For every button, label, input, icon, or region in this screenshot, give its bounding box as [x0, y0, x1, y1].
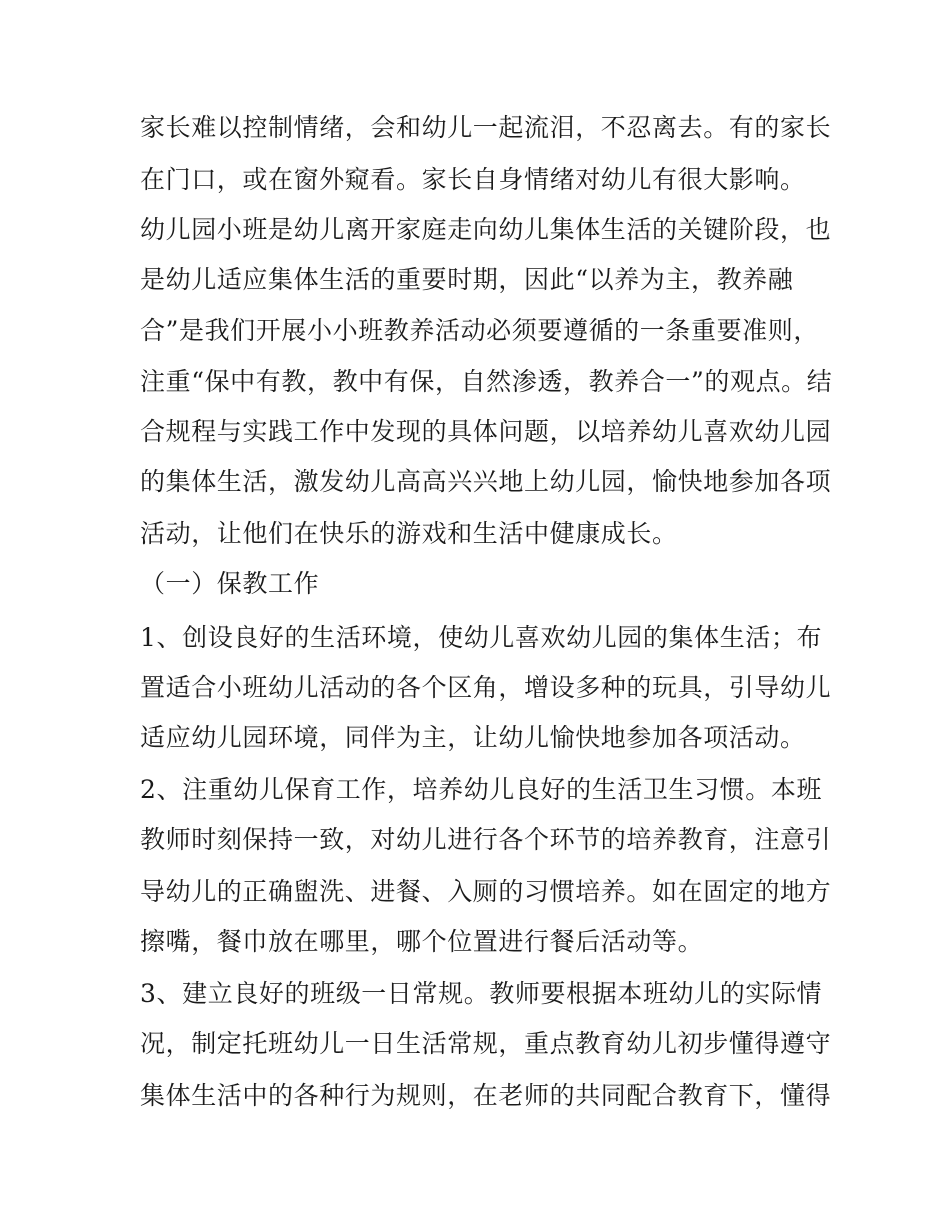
text-line: 适应幼儿园环境，同伴为主，让幼儿愉快地参加各项活动。 — [140, 723, 806, 752]
text-line: 集体生活中的各种行为规则，在老师的共同配合教育下，懂得 — [140, 1081, 832, 1110]
text-line: 注重“保中有教，教中有保，自然渗透，教养合一”的观点。结 — [140, 367, 833, 396]
text-line: 活动，让他们在快乐的游戏和生活中健康成长。 — [140, 519, 678, 548]
text-line: 在门口，或在窗外窥看。家长自身情绪对幼儿有很大影响。 — [140, 165, 806, 194]
text-line: 擦嘴，餐巾放在哪里，哪个位置进行餐后活动等。 — [140, 927, 704, 956]
text-line: 况，制定托班幼儿一日生活常规，重点教育幼儿初步懂得遵守 — [140, 1029, 832, 1058]
text-line: 3、建立良好的班级一日常规。教师要根据本班幼儿的实际情 — [140, 979, 823, 1008]
text-line: 2、注重幼儿保育工作，培养幼儿良好的生活卫生习惯。本班 — [140, 775, 823, 804]
text-line: 教师时刻保持一致，对幼儿进行各个环节的培养教育，注意引 — [140, 825, 832, 854]
text-line: 幼儿园小班是幼儿离开家庭走向幼儿集体生活的关键阶段，也 — [140, 215, 832, 244]
text-line: 导幼儿的正确盥洗、进餐、入厕的习惯培养。如在固定的地方 — [140, 877, 832, 906]
text-line: 家长难以控制情绪，会和幼儿一起流泪，不忍离去。有的家长 — [140, 113, 832, 142]
text-line: 的集体生活，激发幼儿高高兴兴地上幼儿园，愉快地参加各项 — [140, 467, 832, 496]
section-heading: （一）保教工作 — [140, 569, 320, 598]
text-line: 是幼儿适应集体生活的重要时期，因此“以养为主，教养融 — [140, 265, 794, 294]
text-line: 置适合小班幼儿活动的各个区角，增设多种的玩具，引导幼儿 — [140, 673, 832, 702]
text-line: 合规程与实践工作中发现的具体问题，以培养幼儿喜欢幼儿园 — [140, 417, 832, 446]
text-line: 1、创设良好的生活环境，使幼儿喜欢幼儿园的集体生活；布 — [140, 623, 823, 652]
text-line: 合”是我们开展小小班教养活动必须要遵循的一条重要准则， — [140, 316, 819, 345]
